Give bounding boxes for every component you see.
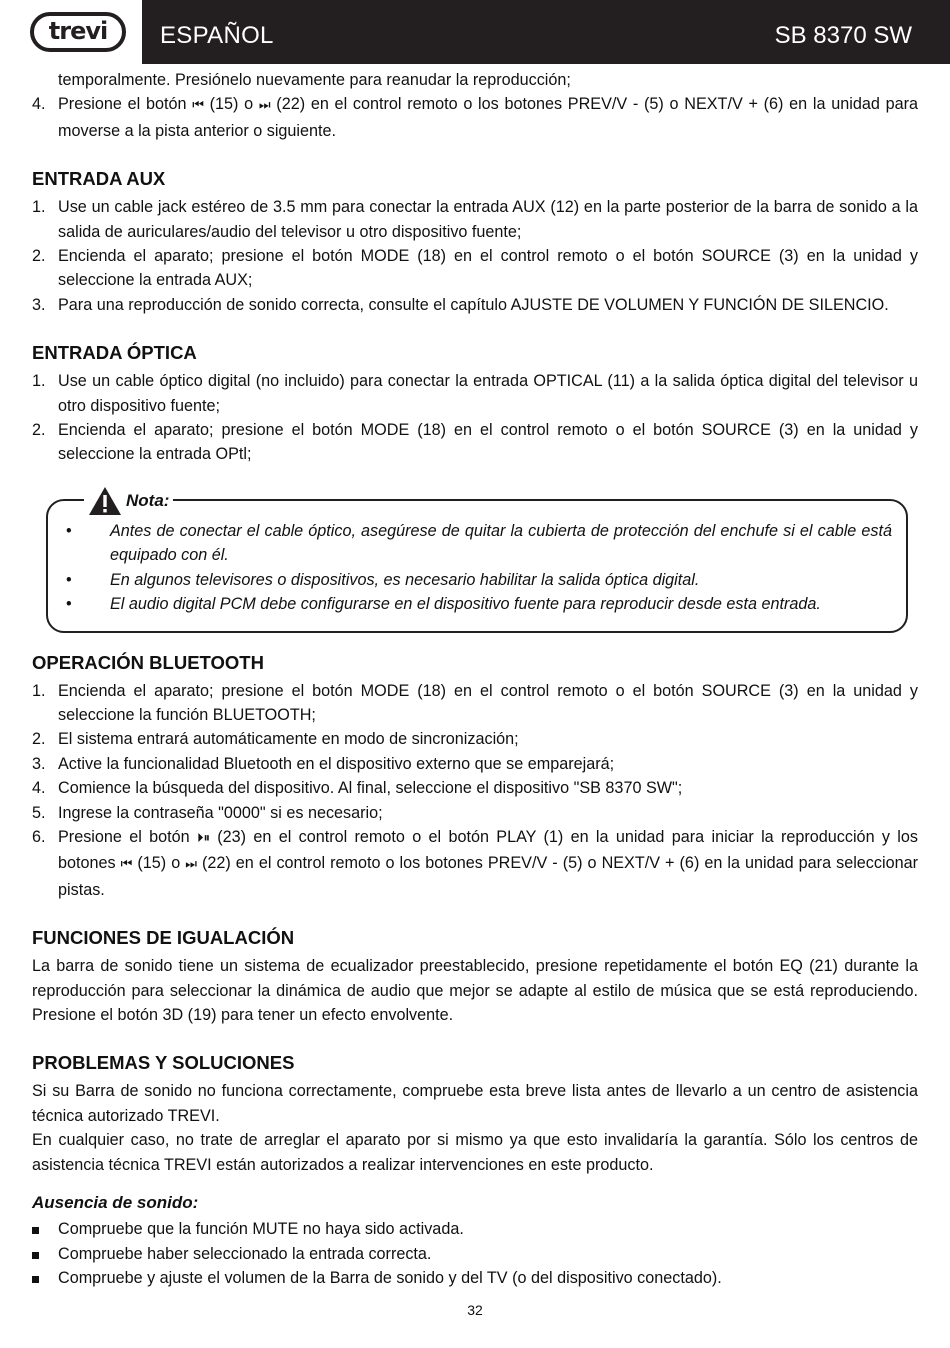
intro-item-4 bbox=[32, 92, 918, 143]
note-text: En algunos televisores o dispositivos, es necesario habilitar la salida óptica digital. bbox=[110, 570, 700, 589]
page-number: 32 bbox=[467, 1302, 483, 1318]
item-number: 5. bbox=[32, 803, 46, 822]
item-text: Use un cable jack estéreo de 3.5 mm para conectar la entrada AUX (12) en la parte posterior de la barra de sonido a la salida de auriculares/audio del televisor u otro dispositivo fuente; bbox=[58, 198, 918, 241]
list-item bbox=[32, 801, 918, 825]
item-text: (15) o bbox=[203, 95, 259, 114]
intro-continuation: temporalmente. Presiónelo nuevamente para reanudar la reproducción; bbox=[58, 71, 571, 89]
next-icon: ⏭ bbox=[258, 98, 271, 114]
troubleshooting-heading: PROBLEMAS Y SOLUCIONES bbox=[32, 1052, 295, 1074]
list-item bbox=[32, 825, 918, 902]
bluetooth-list bbox=[32, 679, 918, 903]
troubleshooting-paragraph: Si su Barra de sonido no funciona correctamente, compruebe esta breve lista antes de llevarlo a un centro de asistencia técnica autorizado TREVI. bbox=[32, 1082, 918, 1125]
note-label bbox=[84, 486, 173, 516]
troubleshooting-paragraph: En cualquier caso, no trate de arreglar el aparato por si mismo ya que esto invalidaría la garantía. Sólo los centros de asistencia técnica TREVI están autorizados a realizar intervenciones en este producto. bbox=[32, 1131, 918, 1174]
note-item bbox=[66, 568, 892, 592]
item-text: (23) en el control remoto o el botón PLAY (1) en la unidad para iniciar la reproducción y los botones bbox=[58, 827, 918, 873]
list-item bbox=[32, 418, 918, 467]
prev-icon: ⏮ bbox=[120, 857, 133, 873]
list-item bbox=[32, 244, 918, 293]
optical-heading: ENTRADA ÓPTICA bbox=[32, 342, 197, 364]
list-item bbox=[32, 1266, 918, 1290]
page-content bbox=[32, 68, 918, 1291]
item-text: Presione el botón bbox=[58, 95, 193, 114]
note-item bbox=[66, 592, 892, 616]
item-number: 4. bbox=[32, 95, 46, 114]
optical-list bbox=[32, 369, 918, 467]
item-number: 4. bbox=[32, 779, 46, 798]
list-item bbox=[32, 776, 918, 800]
note-title: Nota: bbox=[126, 490, 170, 510]
list-item bbox=[32, 1242, 918, 1266]
item-number: 2. bbox=[32, 247, 46, 266]
item-number: 6. bbox=[32, 827, 46, 846]
list-item bbox=[32, 752, 918, 776]
item-text: Use un cable óptico digital (no incluido) para conectar la entrada OPTICAL (11) a la salida óptica digital del televisor u otro dispositivo fuente; bbox=[58, 372, 918, 415]
item-number: 1. bbox=[32, 198, 46, 217]
list-item bbox=[32, 1217, 918, 1241]
play-pause-icon: ⏵⏸ bbox=[196, 830, 210, 846]
eq-heading: FUNCIONES DE IGUALACIÓN bbox=[32, 927, 295, 949]
logo-text: trevi bbox=[48, 16, 108, 45]
square-bullet-icon bbox=[32, 1252, 39, 1259]
item-text: Encienda el aparato; presione el botón MODE (18) en el control remoto o el botón SOURCE (3) en la unidad y seleccione la función BLUETOOTH; bbox=[58, 681, 918, 724]
warning-icon bbox=[88, 486, 122, 516]
aux-list bbox=[32, 195, 918, 317]
language-label: ESPAÑOL bbox=[160, 22, 274, 49]
item-text: (15) o bbox=[132, 854, 186, 873]
list-item bbox=[32, 679, 918, 728]
item-text: Comience la búsqueda del dispositivo. Al final, seleccione el dispositivo "SB 8370 SW"; bbox=[58, 779, 683, 798]
item-number: 1. bbox=[32, 681, 46, 700]
item-number: 2. bbox=[32, 421, 46, 440]
item-text: Encienda el aparato; presione el botón MODE (18) en el control remoto o el botón SOURCE (3) en la unidad y seleccione la entrada AUX; bbox=[58, 247, 918, 290]
note-text: Antes de conectar el cable óptico, asegúrese de quitar la cubierta de protección del enchufe si el cable está equipado con él. bbox=[110, 521, 892, 565]
prev-icon: ⏮ bbox=[192, 98, 204, 114]
list-item bbox=[32, 293, 918, 317]
list-item bbox=[32, 727, 918, 751]
item-number: 1. bbox=[32, 372, 46, 391]
item-number: 3. bbox=[32, 754, 46, 773]
trevi-logo bbox=[30, 12, 126, 52]
item-text: Presione el botón bbox=[58, 827, 197, 846]
item-text: (22) en el control remoto o los botones PREV/V - (5) o NEXT/V + (6) en la unidad para seleccionar pistas. bbox=[58, 854, 918, 899]
item-number: 3. bbox=[32, 295, 46, 314]
note-text: El audio digital PCM debe configurarse en el dispositivo fuente para reproducir desde esta entrada. bbox=[110, 595, 821, 614]
item-text: Compruebe haber seleccionado la entrada correcta. bbox=[58, 1244, 432, 1263]
item-text: Compruebe y ajuste el volumen de la Barra de sonido y del TV (o del dispositivo conectado). bbox=[58, 1269, 722, 1288]
no-sound-subtitle: Ausencia de sonido: bbox=[32, 1193, 199, 1212]
bullet: • bbox=[66, 521, 72, 540]
no-sound-list bbox=[32, 1217, 918, 1290]
bullet: • bbox=[66, 570, 72, 589]
square-bullet-icon bbox=[32, 1276, 39, 1283]
item-text: Encienda el aparato; presione el botón MODE (18) en el control remoto o el botón SOURCE (3) en la unidad y seleccione la entrada OPtl; bbox=[58, 421, 918, 464]
item-text: El sistema entrará automáticamente en modo de sincronización; bbox=[58, 730, 519, 749]
item-text: Active la funcionalidad Bluetooth en el dispositivo externo que se emparejará; bbox=[58, 754, 615, 773]
bluetooth-heading: OPERACIÓN BLUETOOTH bbox=[32, 651, 264, 673]
item-text: Compruebe que la función MUTE no haya sido activada. bbox=[58, 1220, 464, 1239]
square-bullet-icon bbox=[32, 1227, 39, 1234]
item-text: Para una reproducción de sonido correcta, consulte el capítulo AJUSTE DE VOLUMEN Y FUNCIÓN DE SILENCIO. bbox=[58, 295, 889, 314]
aux-heading: ENTRADA AUX bbox=[32, 168, 166, 190]
list-item bbox=[32, 369, 918, 418]
note-item bbox=[66, 519, 892, 568]
note-box bbox=[46, 490, 908, 633]
page-header bbox=[0, 0, 950, 64]
item-text: (22) en el control remoto o los botones PREV/V - (5) o NEXT/V + (6) en la unidad para moverse a la pista anterior o siguiente. bbox=[58, 95, 918, 140]
eq-paragraph: La barra de sonido tiene un sistema de ecualizador preestablecido, presione repetidamente el botón EQ (21) durante la reproducción para seleccionar la dinámica de audio que mejor se adapte al estilo de música que se está reproduciendo. Presione el botón 3D (19) para tener un efecto envolvente. bbox=[32, 957, 918, 1024]
list-item bbox=[32, 195, 918, 244]
item-text: Ingrese la contraseña "0000" si es necesario; bbox=[58, 803, 383, 822]
bullet: • bbox=[66, 595, 72, 614]
item-number: 2. bbox=[32, 730, 46, 749]
next-icon: ⏭ bbox=[185, 857, 197, 873]
model-label: SB 8370 SW bbox=[774, 22, 912, 49]
